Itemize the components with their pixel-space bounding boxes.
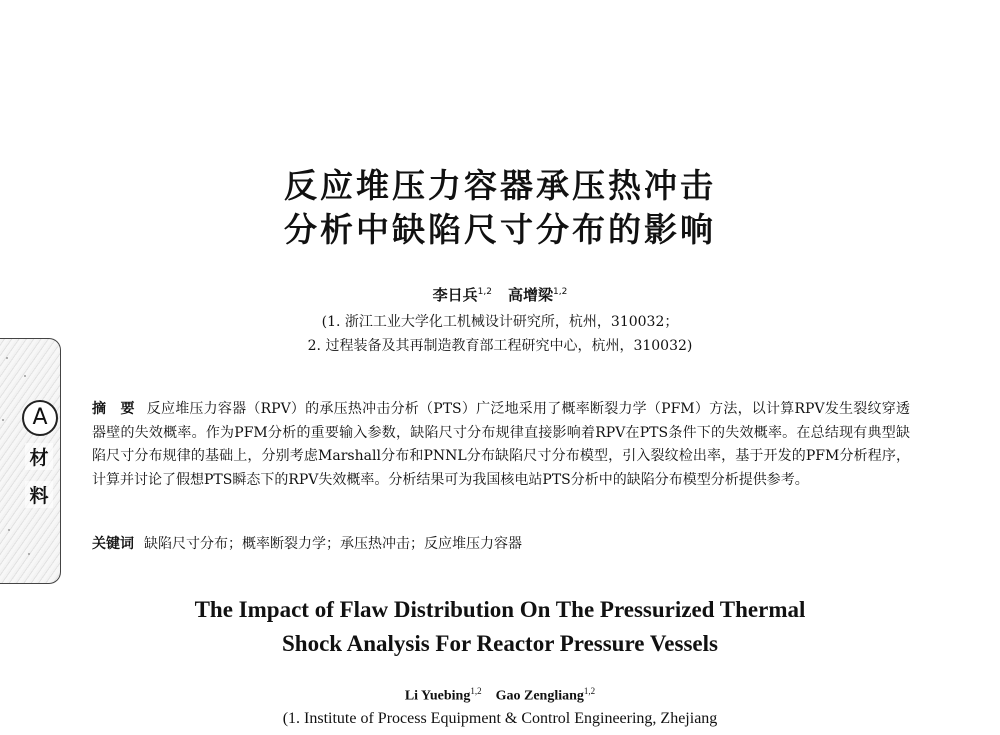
abstract-text: 反应堆压力容器（RPV）的承压热冲击分析（PTS）广泛地采用了概率断裂力学（PFM）方法，以计算RPV发生裂纹穿透器壁的失效概率。作为PFM分析的重要输入参数，缺陷尺寸分布规律直接影响着RPV在PTS条件下的失效概率。在总结现有典型缺陷尺寸分布规律的基础上，分别考虑Marshall分布和PNNL分布缺陷尺寸分布模型，引入裂纹检出率，基于开发的PFM分析程序，计算并讨论了假想PTS瞬态下的RPV失效概率。分析结果可为我国核电站PTS分析中的缺陷分布模型分析提供参考。 [92, 401, 910, 488]
english-title-line-2: Shock Analysis For Reactor Pressure Vessels [282, 631, 718, 656]
stamp-circle-letter: A [22, 400, 58, 436]
author-affil-sup: 1,2 [583, 686, 596, 696]
stamp-char-2: 料 [25, 481, 53, 508]
author-name: Gao Zengliang [495, 688, 584, 704]
abstract-label: 摘 要 [92, 401, 135, 417]
chinese-affiliation-1: (1. 浙江工业大学化工机械设计研究所，杭州，310032； [321, 314, 679, 330]
keywords-text: 缺陷尺寸分布；概率断裂力学；承压热冲击；反应堆压力容器 [144, 536, 522, 552]
author-name: 李日兵 [432, 286, 478, 304]
author-name: 高增梁 [508, 286, 554, 304]
abstract-block [92, 398, 910, 492]
english-affiliation: (1. Institute of Process Equipment & Control Engineering, Zhejiang [282, 710, 718, 727]
stamp-char-1: 材 [25, 443, 53, 470]
chinese-affiliation-2: 2. 过程装备及其再制造教育部工程研究中心，杭州，310032) [307, 338, 693, 354]
chinese-title-line-1: 反应堆压力容器承压热冲击 [284, 166, 716, 205]
keywords-block [92, 533, 910, 555]
author-name: Li Yuebing [404, 688, 471, 704]
english-title-line-1: The Impact of Flaw Distribution On The Pressurized Thermal [194, 597, 806, 622]
chinese-authors [0, 284, 1000, 305]
english-authors [0, 686, 1000, 705]
author-affil-sup: 1,2 [553, 287, 568, 297]
keywords-label: 关键词 [92, 536, 134, 552]
author-affil-sup: 1,2 [477, 287, 492, 297]
chinese-title-line-2: 分析中缺陷尺寸分布的影响 [284, 210, 716, 249]
author-affil-sup: 1,2 [470, 686, 482, 696]
